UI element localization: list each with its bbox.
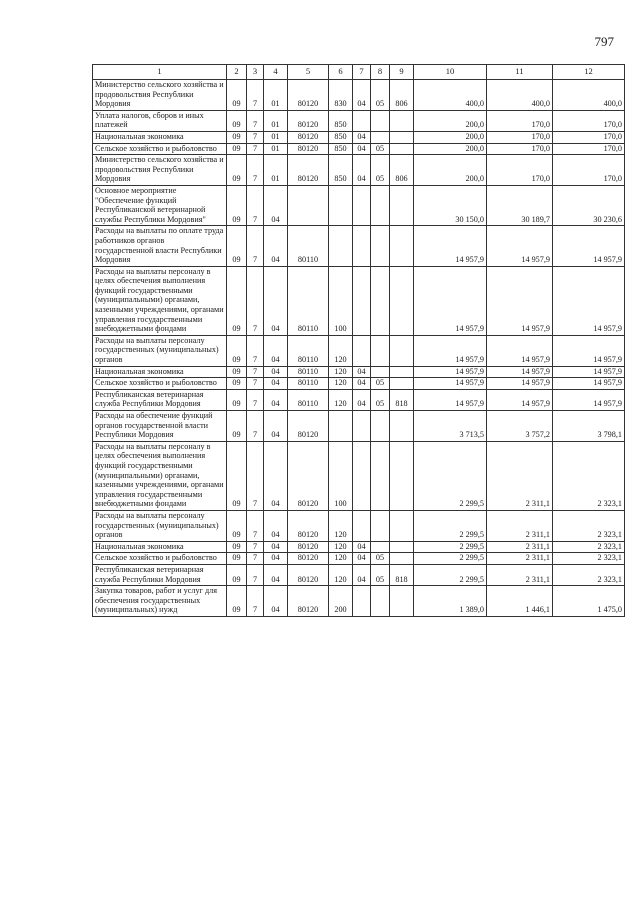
table-cell-v11: 170,0 xyxy=(487,155,553,186)
table-cell-c9 xyxy=(390,586,414,617)
table-cell-c9 xyxy=(390,441,414,510)
table-cell-c8 xyxy=(371,411,390,442)
table-row xyxy=(93,564,625,585)
table-cell-c3: 7 xyxy=(247,226,264,266)
table-cell-c8 xyxy=(371,266,390,335)
table-cell-c6: 850 xyxy=(329,110,353,131)
table-cell-c8 xyxy=(371,335,390,366)
table-cell-c7: 04 xyxy=(353,378,371,390)
table-cell-c6: 120 xyxy=(329,389,353,410)
row-name-cell: Республиканская ветеринарная служба Республики Мордовия xyxy=(93,389,227,410)
table-cell-v10: 2 299,5 xyxy=(414,553,487,565)
table-cell-c5: 80120 xyxy=(288,441,329,510)
table-cell-c8 xyxy=(371,541,390,553)
table-cell-c4: 04 xyxy=(264,389,288,410)
row-name-cell: Закупка товаров, работ и услуг для обеспечения государственных (муниципальных) нужд xyxy=(93,586,227,617)
table-cell-c6: 100 xyxy=(329,441,353,510)
table-cell-c4: 04 xyxy=(264,564,288,585)
table-cell-c6: 100 xyxy=(329,266,353,335)
table-cell-c2: 09 xyxy=(227,378,247,390)
table-cell-c9: 818 xyxy=(390,564,414,585)
row-name-cell: Уплата налогов, сборов и иных платежей xyxy=(93,110,227,131)
table-cell-c7: 04 xyxy=(353,80,371,111)
table-cell-v12: 170,0 xyxy=(553,155,625,186)
table-row xyxy=(93,541,625,553)
table-cell-c9 xyxy=(390,366,414,378)
table-row xyxy=(93,185,625,225)
table-cell-v11: 30 189,7 xyxy=(487,185,553,225)
table-cell-c8: 05 xyxy=(371,378,390,390)
table-cell-c3: 7 xyxy=(247,541,264,553)
row-name-cell: Расходы на выплаты персоналу государственных (муниципальных) органов xyxy=(93,510,227,541)
table-cell-v11: 14 957,9 xyxy=(487,389,553,410)
table-cell-v11: 14 957,9 xyxy=(487,378,553,390)
table-cell-v12: 14 957,9 xyxy=(553,378,625,390)
table-cell-v12: 2 323,1 xyxy=(553,510,625,541)
table-cell-c6: 120 xyxy=(329,366,353,378)
table-cell-c5: 80120 xyxy=(288,155,329,186)
table-cell-c4: 04 xyxy=(264,366,288,378)
table-cell-c7: 04 xyxy=(353,541,371,553)
table-cell-c2: 09 xyxy=(227,131,247,143)
table-cell-c9 xyxy=(390,541,414,553)
table-cell-v12: 400,0 xyxy=(553,80,625,111)
column-header: 10 xyxy=(414,65,487,80)
table-cell-v10: 14 957,9 xyxy=(414,378,487,390)
table-cell-c6: 850 xyxy=(329,155,353,186)
table-cell-c6: 120 xyxy=(329,541,353,553)
row-name-cell: Национальная экономика xyxy=(93,131,227,143)
table-cell-v11: 1 446,1 xyxy=(487,586,553,617)
row-name-cell: Расходы на выплаты персоналу государственных (муниципальных) органов xyxy=(93,335,227,366)
table-cell-v10: 14 957,9 xyxy=(414,366,487,378)
budget-table xyxy=(92,64,625,617)
table-cell-c4: 01 xyxy=(264,143,288,155)
table-cell-c2: 09 xyxy=(227,564,247,585)
table-cell-c7 xyxy=(353,510,371,541)
column-header: 8 xyxy=(371,65,390,80)
table-cell-c5: 80110 xyxy=(288,266,329,335)
table-cell-c3: 7 xyxy=(247,510,264,541)
table-cell-c5: 80120 xyxy=(288,411,329,442)
table-cell-v12: 14 957,9 xyxy=(553,366,625,378)
table-row xyxy=(93,411,625,442)
table-cell-v12: 2 323,1 xyxy=(553,441,625,510)
table-cell-c4: 04 xyxy=(264,335,288,366)
table-cell-c7 xyxy=(353,441,371,510)
table-cell-v12: 2 323,1 xyxy=(553,564,625,585)
table-cell-c3: 7 xyxy=(247,586,264,617)
table-cell-c7 xyxy=(353,586,371,617)
row-name-cell: Национальная экономика xyxy=(93,541,227,553)
table-cell-c2: 09 xyxy=(227,80,247,111)
table-cell-c8: 05 xyxy=(371,553,390,565)
table-cell-c2: 09 xyxy=(227,266,247,335)
table-cell-c2: 09 xyxy=(227,366,247,378)
table-row xyxy=(93,266,625,335)
table-cell-c8: 05 xyxy=(371,155,390,186)
table-cell-c3: 7 xyxy=(247,366,264,378)
table-cell-c9 xyxy=(390,185,414,225)
table-cell-c3: 7 xyxy=(247,378,264,390)
table-cell-c2: 09 xyxy=(227,143,247,155)
table-cell-c3: 7 xyxy=(247,335,264,366)
table-cell-v10: 3 713,5 xyxy=(414,411,487,442)
table-cell-v11: 14 957,9 xyxy=(487,226,553,266)
table-cell-v11: 2 311,1 xyxy=(487,564,553,585)
table-cell-c4: 04 xyxy=(264,378,288,390)
table-cell-v10: 14 957,9 xyxy=(414,389,487,410)
table-cell-c9 xyxy=(390,510,414,541)
table-row xyxy=(93,389,625,410)
table-row xyxy=(93,131,625,143)
table-cell-v12: 3 798,1 xyxy=(553,411,625,442)
table-cell-c7: 04 xyxy=(353,564,371,585)
table-row xyxy=(93,335,625,366)
table-cell-c9 xyxy=(390,226,414,266)
table-cell-c3: 7 xyxy=(247,143,264,155)
table-cell-c3: 7 xyxy=(247,411,264,442)
row-name-cell: Министерство сельского хозяйства и продовольствия Республики Мордовия xyxy=(93,80,227,111)
table-cell-v12: 14 957,9 xyxy=(553,266,625,335)
table-cell-c2: 09 xyxy=(227,510,247,541)
table-cell-v11: 14 957,9 xyxy=(487,335,553,366)
table-cell-v10: 14 957,9 xyxy=(414,226,487,266)
table-cell-v12: 30 230,6 xyxy=(553,185,625,225)
table-cell-c9 xyxy=(390,131,414,143)
table-cell-v10: 14 957,9 xyxy=(414,335,487,366)
table-cell-c8 xyxy=(371,510,390,541)
table-cell-c6: 850 xyxy=(329,131,353,143)
table-cell-v11: 2 311,1 xyxy=(487,441,553,510)
table-cell-v10: 200,0 xyxy=(414,155,487,186)
table-cell-v11: 3 757,2 xyxy=(487,411,553,442)
table-cell-v10: 200,0 xyxy=(414,110,487,131)
table-cell-v12: 14 957,9 xyxy=(553,335,625,366)
table-cell-c8 xyxy=(371,441,390,510)
table-cell-c4: 04 xyxy=(264,553,288,565)
table-cell-c3: 7 xyxy=(247,266,264,335)
table-cell-c6: 120 xyxy=(329,335,353,366)
table-cell-c7 xyxy=(353,226,371,266)
table-cell-c3: 7 xyxy=(247,110,264,131)
table-cell-c2: 09 xyxy=(227,185,247,225)
table-cell-v12: 170,0 xyxy=(553,110,625,131)
table-row xyxy=(93,226,625,266)
row-name-cell: Республиканская ветеринарная служба Республики Мордовия xyxy=(93,564,227,585)
table-cell-v10: 1 389,0 xyxy=(414,586,487,617)
column-header: 5 xyxy=(288,65,329,80)
row-name-cell: Сельское хозяйство и рыболовство xyxy=(93,143,227,155)
row-name-cell: Министерство сельского хозяйства и продовольствия Республики Мордовия xyxy=(93,155,227,186)
table-cell-v11: 14 957,9 xyxy=(487,266,553,335)
table-cell-c7 xyxy=(353,110,371,131)
table-row xyxy=(93,378,625,390)
table-cell-c8: 05 xyxy=(371,143,390,155)
row-name-cell: Основное мероприятие "Обеспечение функций Республиканской ветеринарной службы Республики Мордовия" xyxy=(93,185,227,225)
table-cell-c6: 830 xyxy=(329,80,353,111)
table-row xyxy=(93,155,625,186)
table-cell-c9: 806 xyxy=(390,80,414,111)
table-cell-c6: 200 xyxy=(329,586,353,617)
table-cell-v11: 170,0 xyxy=(487,110,553,131)
table-row xyxy=(93,553,625,565)
table-cell-c7 xyxy=(353,411,371,442)
column-header: 9 xyxy=(390,65,414,80)
table-cell-v12: 14 957,9 xyxy=(553,389,625,410)
table-cell-v12: 2 323,1 xyxy=(553,541,625,553)
column-header: 12 xyxy=(553,65,625,80)
table-cell-c2: 09 xyxy=(227,411,247,442)
table-cell-c8: 05 xyxy=(371,389,390,410)
table-cell-c5: 80120 xyxy=(288,110,329,131)
table-cell-v11: 2 311,1 xyxy=(487,510,553,541)
table-cell-c4: 04 xyxy=(264,411,288,442)
table-cell-v10: 400,0 xyxy=(414,80,487,111)
row-name-cell: Расходы на выплаты персоналу в целях обеспечения выполнения функций государственными (муниципальными) органами, казенными учреждениями, органами управления государственными внебюджетными фондами xyxy=(93,266,227,335)
table-cell-c5: 80110 xyxy=(288,335,329,366)
table-cell-c3: 7 xyxy=(247,155,264,186)
table-cell-c6 xyxy=(329,185,353,225)
table-cell-c5: 80120 xyxy=(288,131,329,143)
table-cell-c2: 09 xyxy=(227,586,247,617)
table-cell-c8 xyxy=(371,586,390,617)
table-row xyxy=(93,510,625,541)
table-cell-v11: 14 957,9 xyxy=(487,366,553,378)
table-cell-c2: 09 xyxy=(227,226,247,266)
column-header: 7 xyxy=(353,65,371,80)
table-cell-c9: 806 xyxy=(390,155,414,186)
table-row xyxy=(93,80,625,111)
table-cell-c2: 09 xyxy=(227,110,247,131)
table-cell-c7 xyxy=(353,266,371,335)
column-header: 11 xyxy=(487,65,553,80)
row-name-cell: Сельское хозяйство и рыболовство xyxy=(93,378,227,390)
column-header: 1 xyxy=(93,65,227,80)
table-cell-c3: 7 xyxy=(247,553,264,565)
table-cell-c5: 80120 xyxy=(288,80,329,111)
table-cell-c2: 09 xyxy=(227,335,247,366)
table-cell-c5: 80110 xyxy=(288,389,329,410)
row-name-cell: Расходы на выплаты по оплате труда работников органов государственной власти Республики Мордовия xyxy=(93,226,227,266)
table-row xyxy=(93,441,625,510)
table-cell-c5: 80120 xyxy=(288,541,329,553)
table-cell-c9 xyxy=(390,266,414,335)
table-cell-c5: 80120 xyxy=(288,143,329,155)
table-cell-c3: 7 xyxy=(247,80,264,111)
table-cell-c3: 7 xyxy=(247,131,264,143)
table-cell-c6 xyxy=(329,226,353,266)
table-cell-v12: 1 475,0 xyxy=(553,586,625,617)
table-cell-c5: 80120 xyxy=(288,553,329,565)
table-cell-c5: 80110 xyxy=(288,366,329,378)
table-cell-c7: 04 xyxy=(353,131,371,143)
table-cell-c9 xyxy=(390,378,414,390)
table-cell-c5: 80120 xyxy=(288,586,329,617)
table-cell-c2: 09 xyxy=(227,553,247,565)
table-cell-v10: 14 957,9 xyxy=(414,266,487,335)
table-cell-v11: 170,0 xyxy=(487,131,553,143)
table-cell-c7: 04 xyxy=(353,553,371,565)
table-cell-c5: 80110 xyxy=(288,378,329,390)
table-row xyxy=(93,110,625,131)
table-cell-c4: 04 xyxy=(264,586,288,617)
column-header: 4 xyxy=(264,65,288,80)
row-name-cell: Расходы на обеспечение функций органов государственной власти Республики Мордовия xyxy=(93,411,227,442)
table-row xyxy=(93,143,625,155)
table-cell-c4: 04 xyxy=(264,266,288,335)
table-cell-v11: 400,0 xyxy=(487,80,553,111)
table-cell-c2: 09 xyxy=(227,541,247,553)
table-cell-c2: 09 xyxy=(227,389,247,410)
table-row xyxy=(93,586,625,617)
table-cell-c9 xyxy=(390,143,414,155)
table-cell-c4: 01 xyxy=(264,155,288,186)
table-cell-v10: 200,0 xyxy=(414,131,487,143)
table-row xyxy=(93,366,625,378)
table-cell-c9 xyxy=(390,335,414,366)
table-cell-v11: 170,0 xyxy=(487,143,553,155)
table-cell-v10: 2 299,5 xyxy=(414,510,487,541)
table-cell-c6 xyxy=(329,411,353,442)
table-cell-c9 xyxy=(390,110,414,131)
table-cell-c3: 7 xyxy=(247,564,264,585)
table-cell-v11: 2 311,1 xyxy=(487,553,553,565)
table-cell-v12: 14 957,9 xyxy=(553,226,625,266)
table-cell-c4: 01 xyxy=(264,131,288,143)
table-cell-v12: 170,0 xyxy=(553,131,625,143)
column-header: 6 xyxy=(329,65,353,80)
table-cell-c4: 01 xyxy=(264,110,288,131)
table-cell-c9 xyxy=(390,411,414,442)
table-cell-c8: 05 xyxy=(371,80,390,111)
table-cell-c6: 850 xyxy=(329,143,353,155)
table-cell-c6: 120 xyxy=(329,553,353,565)
table-cell-c8: 05 xyxy=(371,564,390,585)
table-cell-v11: 2 311,1 xyxy=(487,541,553,553)
table-cell-c9 xyxy=(390,553,414,565)
table-cell-c4: 04 xyxy=(264,441,288,510)
table-cell-c7: 04 xyxy=(353,366,371,378)
table-cell-c6: 120 xyxy=(329,510,353,541)
table-cell-c8 xyxy=(371,131,390,143)
table-cell-c8 xyxy=(371,110,390,131)
table-cell-c2: 09 xyxy=(227,155,247,186)
table-cell-c6: 120 xyxy=(329,378,353,390)
table-cell-v12: 170,0 xyxy=(553,143,625,155)
table-cell-c7 xyxy=(353,335,371,366)
table-cell-c5: 80110 xyxy=(288,226,329,266)
row-name-cell: Национальная экономика xyxy=(93,366,227,378)
table-cell-c5: 80120 xyxy=(288,564,329,585)
table-cell-c4: 04 xyxy=(264,510,288,541)
table-cell-c8 xyxy=(371,366,390,378)
table-cell-c2: 09 xyxy=(227,441,247,510)
row-name-cell: Сельское хозяйство и рыболовство xyxy=(93,553,227,565)
page-number: 797 xyxy=(594,34,614,49)
table-cell-c7: 04 xyxy=(353,389,371,410)
table-cell-c4: 04 xyxy=(264,226,288,266)
table-cell-c4: 01 xyxy=(264,80,288,111)
table-cell-c3: 7 xyxy=(247,441,264,510)
table-cell-v10: 30 150,0 xyxy=(414,185,487,225)
column-header: 2 xyxy=(227,65,247,80)
table-cell-v10: 2 299,5 xyxy=(414,564,487,585)
table-cell-c5: 80120 xyxy=(288,510,329,541)
table-cell-c8 xyxy=(371,185,390,225)
table-cell-c3: 7 xyxy=(247,185,264,225)
column-header: 3 xyxy=(247,65,264,80)
table-cell-c4: 04 xyxy=(264,541,288,553)
table-cell-c4: 04 xyxy=(264,185,288,225)
table-cell-v10: 2 299,5 xyxy=(414,541,487,553)
table-cell-v10: 200,0 xyxy=(414,143,487,155)
table-cell-c3: 7 xyxy=(247,389,264,410)
table-cell-v10: 2 299,5 xyxy=(414,441,487,510)
table-cell-c6: 120 xyxy=(329,564,353,585)
table-cell-c7: 04 xyxy=(353,143,371,155)
table-cell-c5 xyxy=(288,185,329,225)
table-cell-c7 xyxy=(353,185,371,225)
table-cell-v12: 2 323,1 xyxy=(553,553,625,565)
table-cell-c9: 818 xyxy=(390,389,414,410)
row-name-cell: Расходы на выплаты персоналу в целях обеспечения выполнения функций государственными (муниципальными) органами, казенными учреждениями, органами управления государственными внебюджетными фондами xyxy=(93,441,227,510)
table-cell-c7: 04 xyxy=(353,155,371,186)
table-cell-c8 xyxy=(371,226,390,266)
header-row xyxy=(93,65,625,80)
